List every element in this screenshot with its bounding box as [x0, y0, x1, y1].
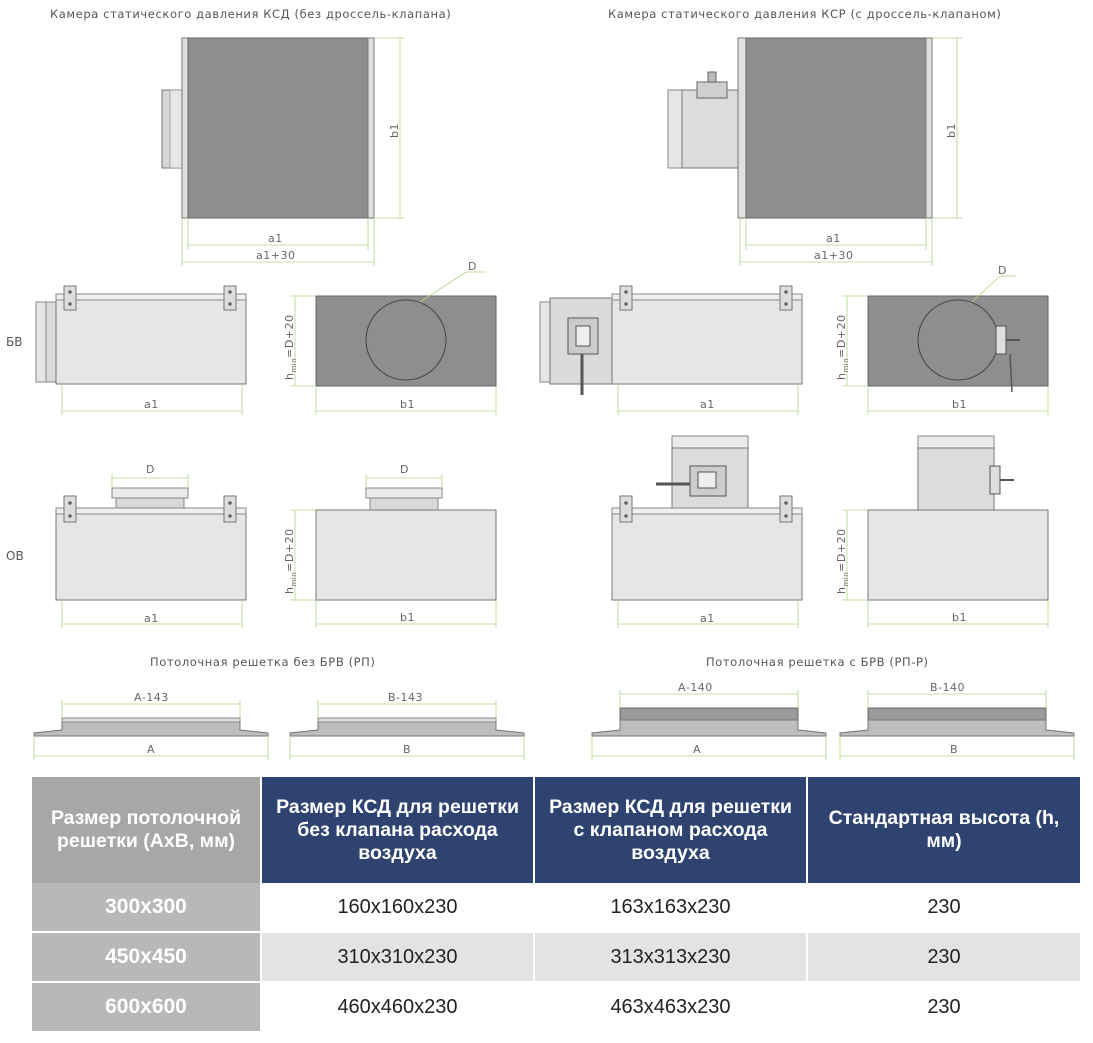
dim-b1: b1: [952, 398, 967, 411]
cell-ksd-no-valve: 310х310х230: [261, 932, 534, 982]
cell-height: 230: [807, 932, 1081, 982]
dim-b1: b1: [400, 611, 415, 624]
cell-grille-size: 450x450: [32, 932, 261, 982]
dim-hmin: $h_{min}=D+20$: [835, 528, 850, 594]
dim-a1-30: a1+30: [256, 249, 296, 262]
dim-b1: b1: [952, 611, 967, 624]
dim-D: D: [998, 264, 1007, 277]
ksd-bv-end: [283, 260, 496, 415]
dim-a1: a1: [700, 398, 715, 411]
title-ksd: Камера статического давления КСД (без дроссель-клапана): [50, 7, 452, 21]
dim-b1: b1: [400, 398, 415, 411]
dim-A: A: [147, 743, 156, 756]
title-grille-rp: Потолочная решетка без БРВ (РП): [150, 655, 376, 669]
title-grille-rp-r: Потолочная решетка с БРВ (РП-Р): [706, 655, 929, 669]
cell-grille-size: 600x600: [32, 982, 261, 1032]
dim-A: A: [693, 743, 702, 756]
table-row: [32, 982, 1081, 1032]
dim-a1: a1: [700, 612, 715, 625]
grille-rp-b: [290, 691, 524, 760]
dim-hmin: $h_{min}=D+20$: [283, 528, 298, 594]
dim-b1: b1: [388, 123, 401, 138]
dim-b-143: B-143: [388, 691, 424, 704]
dim-D: D: [400, 463, 409, 476]
title-ksr: Камера статического давления КСР (с дроссель-клапаном): [608, 7, 1002, 21]
table-row: [32, 932, 1081, 982]
ksr-ov-front: [612, 436, 802, 628]
dim-a1: a1: [268, 232, 283, 245]
header-grille-size: Размер потолочной решетки (АхВ, мм): [32, 777, 261, 883]
cell-ksd-with-valve: 163х163х230: [534, 883, 807, 932]
dim-B: B: [950, 743, 959, 756]
dim-a-143: A-143: [134, 691, 169, 704]
cell-ksd-no-valve: 460х460х230: [261, 982, 534, 1032]
dim-hmin: $h_{min}=D+20$: [835, 314, 850, 380]
table-row: [32, 883, 1081, 932]
dim-a1: a1: [144, 612, 159, 625]
dim-b1: b1: [945, 123, 958, 138]
ksd-ov-end: [283, 463, 496, 628]
cell-ksd-with-valve: 463х463х230: [534, 982, 807, 1032]
grille-rp-r-b: [840, 681, 1074, 760]
ksd-ov-front: [56, 463, 246, 628]
cell-ksd-with-valve: 313х313х230: [534, 932, 807, 982]
dim-B: B: [403, 743, 412, 756]
ksr-top-view: [668, 38, 962, 266]
dim-b-140: B-140: [930, 681, 966, 694]
ksr-bv-front: [540, 286, 802, 415]
dim-D: D: [468, 260, 477, 273]
cell-grille-size: 300x300: [32, 883, 261, 932]
dim-D: D: [146, 463, 155, 476]
dim-hmin: $h_{min}=D+20$: [283, 314, 298, 380]
row-label-bv: БВ: [6, 335, 23, 349]
dim-a1: a1: [826, 232, 841, 245]
dim-a1: a1: [144, 398, 159, 411]
ksd-top-view: [162, 38, 405, 266]
grille-rp-r-a: [592, 681, 826, 760]
cell-ksd-no-valve: 160х160х230: [261, 883, 534, 932]
row-label-ov: ОВ: [6, 549, 24, 563]
grille-rp-a: [34, 691, 268, 760]
table-header-row: [32, 777, 1081, 883]
size-table: [32, 777, 1082, 1033]
cell-height: 230: [807, 883, 1081, 932]
header-ksd-no-valve: Размер КСД для решетки без клапана расхода воздуха: [261, 777, 534, 883]
ksr-ov-end: [835, 436, 1048, 628]
dim-a-140: A-140: [678, 681, 713, 694]
ksd-bv-front: [36, 286, 246, 415]
header-standard-height: Стандартная высота (h, мм): [807, 777, 1081, 883]
header-ksd-with-valve: Размер КСД для решетки с клапаном расхода воздуха: [534, 777, 807, 883]
dim-a1-30: a1+30: [814, 249, 854, 262]
cell-height: 230: [807, 982, 1081, 1032]
ksr-bv-end: [835, 264, 1048, 415]
